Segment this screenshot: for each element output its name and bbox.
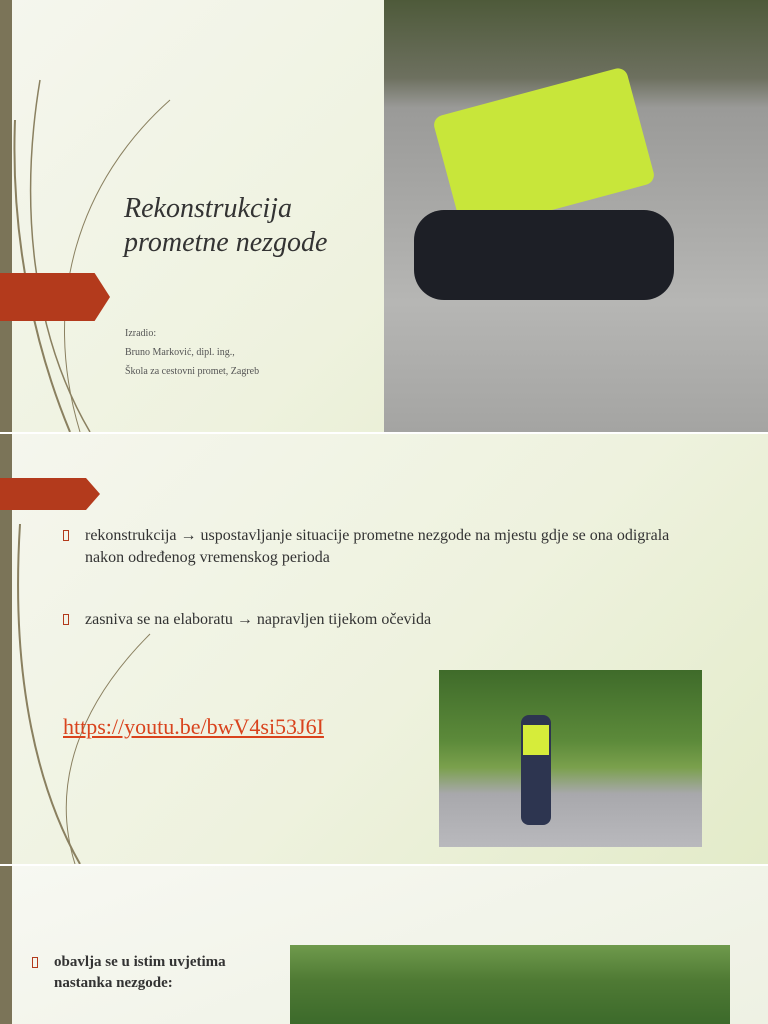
bullet-marker-icon (63, 614, 69, 625)
slide-conditions (0, 866, 768, 1024)
police-officer-photo (384, 0, 768, 432)
side-bar (0, 866, 12, 1024)
slide-title-text (124, 192, 327, 260)
bullet-item (63, 525, 703, 569)
bullet-marker-icon (63, 530, 69, 541)
school-name: Škola za cestovni promet, Zagreb (125, 366, 260, 377)
author-label: Izradio: (125, 328, 157, 339)
title-line: prometne nezgode (124, 227, 328, 258)
bullet-text: obavlja se u istim uvjetima nastanka nezgode: (54, 954, 226, 991)
bullet-item (32, 952, 272, 994)
video-link[interactable]: https://youtu.be/bwV4si53J6I (63, 714, 324, 739)
officer-measuring-photo (439, 670, 702, 847)
bullet-item (63, 609, 703, 631)
accent-arrow (0, 478, 100, 510)
author-info (125, 324, 259, 381)
bullet-marker-icon (32, 957, 38, 968)
author-name: Bruno Marković, dipl. ing., (125, 347, 235, 358)
road-scene-photo (290, 945, 730, 1024)
side-bar (0, 0, 12, 432)
slide-title (0, 0, 768, 432)
slide-definition (0, 434, 768, 864)
title-line: Rekonstrukcija (124, 193, 292, 224)
accent-arrow (0, 273, 110, 321)
bullet-text: zasniva se na elaboratu → napravljen tijekom očevida (85, 611, 432, 628)
bullet-text: rekonstrukcija → uspostavljanje situacije prometne nezgode na mjestu gdje se ona odigrala nakon određenog vremenskog perioda (85, 527, 670, 566)
